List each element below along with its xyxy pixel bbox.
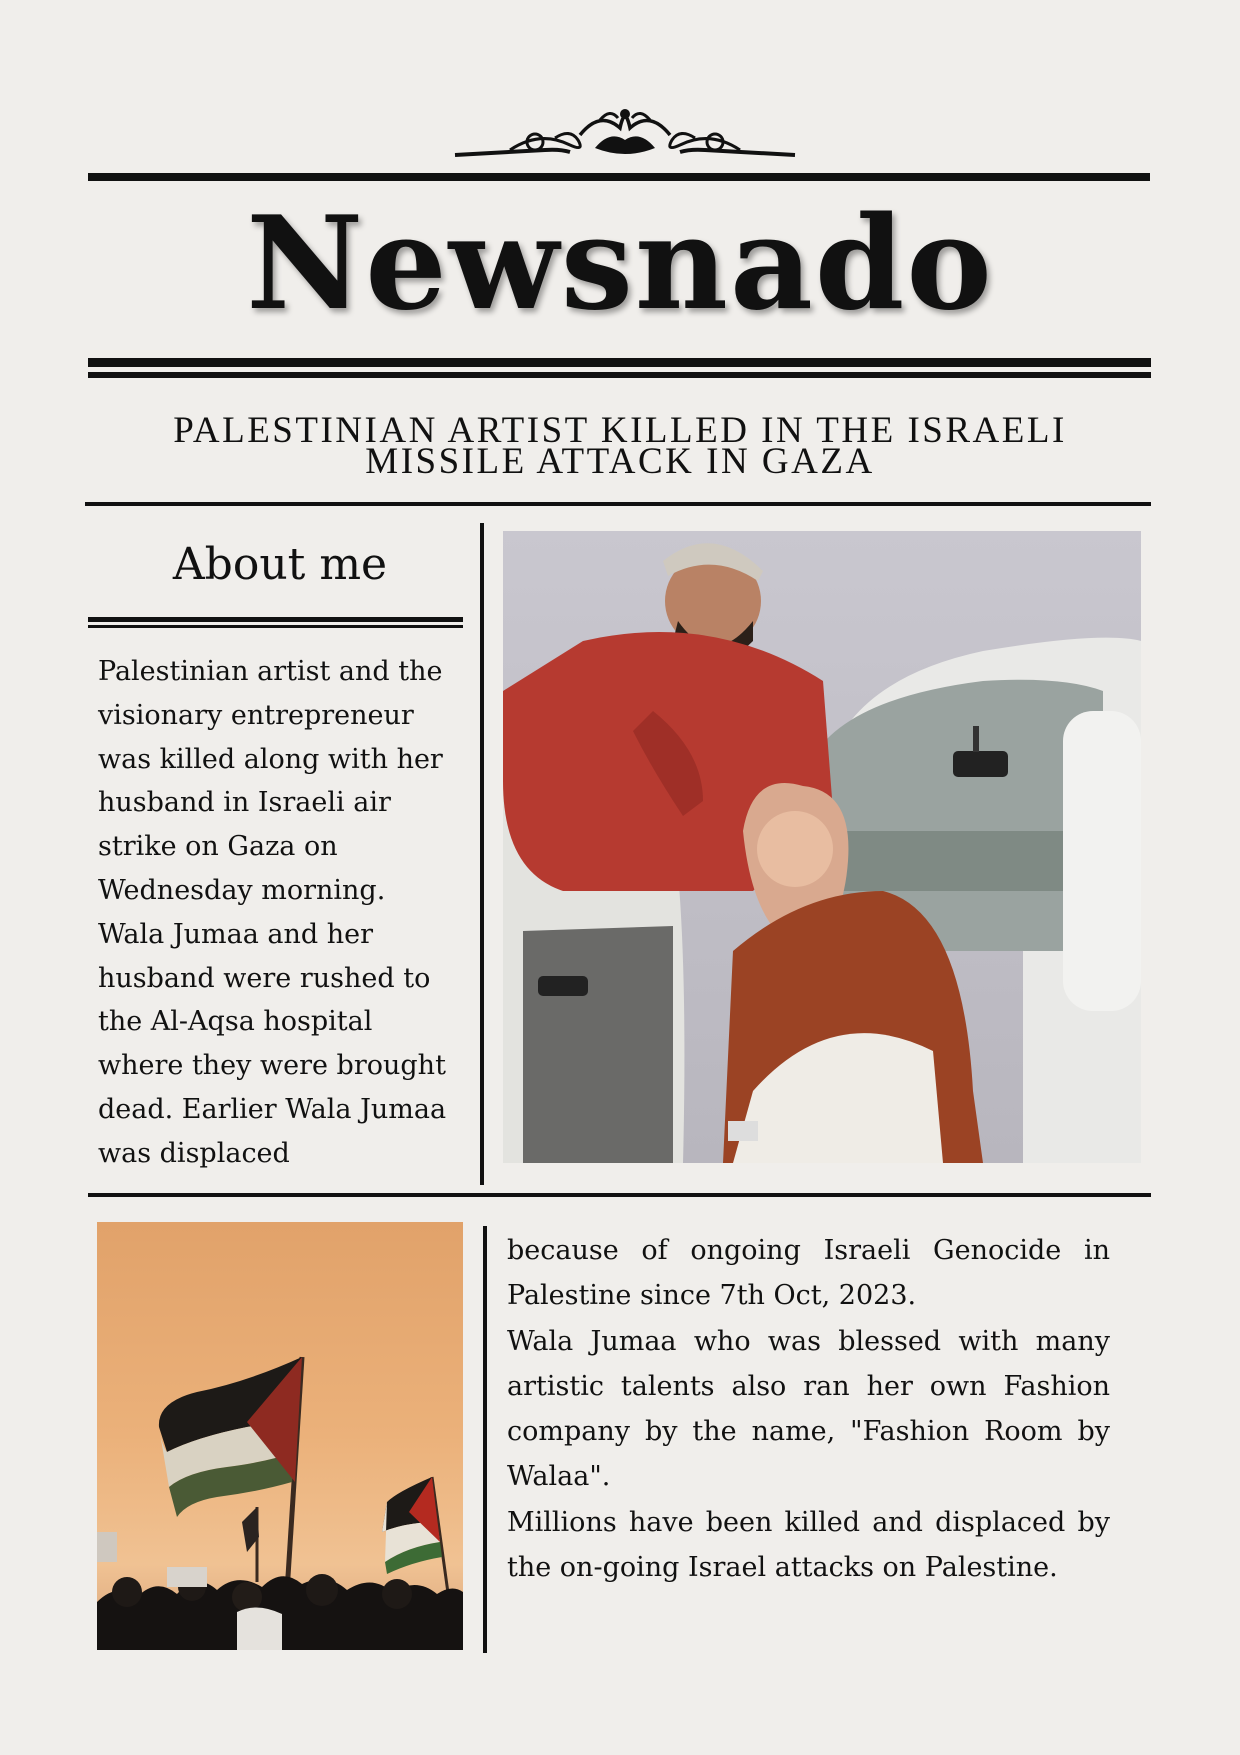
continuation-text bbox=[507, 1228, 1110, 1590]
column-divider-top bbox=[480, 523, 484, 1185]
headline-line-2: MISSILE ATTACK IN GAZA bbox=[365, 441, 875, 482]
continuation-paragraph: Wala Jumaa who was blessed with many artistic talents also ran her own Fashion company by the name, "Fashion Room by Walaa". bbox=[507, 1325, 1110, 1493]
about-line: the Al-Aqsa hospital bbox=[98, 1006, 373, 1038]
about-title: About me bbox=[172, 539, 388, 590]
about-line: Wednesday morning. bbox=[98, 874, 386, 906]
about-line: where they were brought bbox=[98, 1050, 446, 1082]
about-line: husband were rushed to bbox=[98, 962, 431, 994]
headline-rule bbox=[85, 502, 1151, 506]
about-line: strike on Gaza on bbox=[98, 831, 338, 863]
couple-photo bbox=[503, 531, 1141, 1163]
about-line: Wala Jumaa and her bbox=[98, 918, 374, 950]
column-divider-bottom bbox=[483, 1226, 487, 1653]
headline-line-1: PALESTINIAN ARTIST KILLED IN THE ISRAELI bbox=[173, 410, 1067, 451]
about-line: visionary entrepreneur bbox=[98, 699, 414, 731]
masthead-title: Newsnado bbox=[246, 189, 994, 339]
ornament-flourish-icon bbox=[450, 100, 800, 170]
flags-photo bbox=[97, 1222, 463, 1650]
masthead-top-rule bbox=[88, 173, 1150, 181]
section-rule bbox=[88, 1193, 1151, 1197]
about-line: was killed along with her bbox=[98, 743, 443, 775]
about-text bbox=[98, 650, 470, 1176]
about-line: dead. Earlier Wala Jumaa bbox=[98, 1093, 447, 1125]
about-line: Palestinian artist and the bbox=[98, 656, 443, 687]
continuation-paragraph: because of ongoing Israeli Genocide in Palestine since 7th Oct, 2023. bbox=[507, 1235, 1110, 1312]
headline bbox=[100, 410, 1140, 482]
masthead-bottom-rule-thin bbox=[88, 372, 1151, 378]
masthead-bottom-rule-thick bbox=[88, 358, 1151, 367]
about-rule-thin bbox=[88, 625, 463, 628]
about-line: was displaced bbox=[98, 1137, 290, 1169]
continuation-paragraph: Millions have been killed and displaced by the on-going Israel attacks on Palestine. bbox=[507, 1506, 1110, 1584]
about-rule-thick bbox=[88, 617, 463, 622]
about-line: husband in Israeli air bbox=[98, 787, 391, 819]
